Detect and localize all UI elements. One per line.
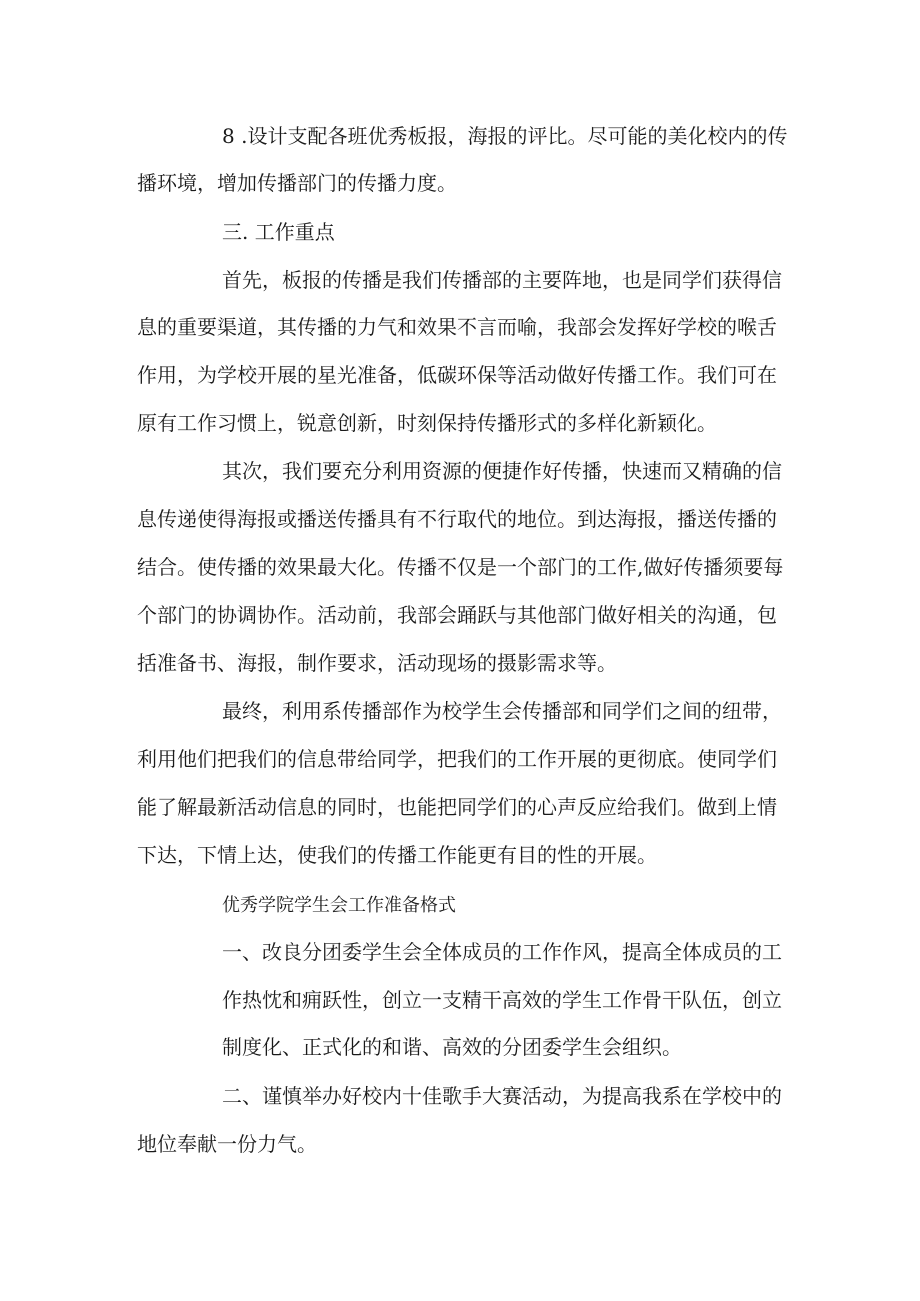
text-line: 二、谨慎举办好校内十佳歌手大赛活动，为提高我系在学校中的 (222, 1084, 782, 1108)
text-line: 作用，为学校开展的星光准备，低碳环保等活动做好传播工作。我们可在 (137, 363, 777, 387)
text-line: 括准备书、海报，制作要求，活动现场的摄影需求等。 (137, 651, 617, 675)
text-line: 最终，利用系传播部作为校学生会传播部和同学们之间的纽带， (222, 699, 782, 723)
text-line: 8 .设计支配各班优秀板报，海报的评比。尽可能的美化校内的传 (222, 124, 788, 148)
text-line: 其次，我们要充分利用资源的便捷作好传播，快速而又精确的信 (222, 459, 782, 483)
sub-heading: 优秀学院学生会工作准备格式 (222, 895, 456, 916)
text-line: 首先，板报的传播是我们传播部的主要阵地，也是同学们获得信 (222, 268, 782, 292)
text-line: 个部门的协调协作。活动前，我部会踊跃与其他部门做好相关的沟通，包 (137, 603, 777, 627)
text-line: 地位奉献一份力气。 (137, 1132, 317, 1156)
text-line: 原有工作习惯上，锐意创新，时刻保持传播形式的多样化新颖化。 (137, 411, 717, 435)
text-line: 息的重要渠道，其传播的力气和效果不言而喻，我部会发挥好学校的喉舌 (137, 315, 777, 339)
text-line: 能了解最新活动信息的同时，也能把同学们的心声反应给我们。做到上情 (137, 795, 777, 819)
text-line: 作热忱和痈跃性，创立一支精干高效的学生工作骨干队伍，创立 (222, 988, 782, 1012)
text-line: 利用他们把我们的信息带给同学，把我们的工作开展的更彻底。使同学们 (137, 747, 777, 771)
section-heading: 三. 工作重点 (222, 220, 335, 244)
text-line: 息传递使得海报或播送传播具有不行取代的地位。到达海报，播送传播的 (137, 507, 777, 531)
text-line: 制度化、正式化的和谐、高效的分团委学生会组织。 (222, 1035, 682, 1059)
text-line: 下达，下情上达，使我们的传播工作能更有目的性的开展。 (137, 843, 657, 867)
text-line: 一、改良分团委学生会全体成员的工作作风，提高全体成员的工 (222, 940, 782, 964)
text-line: 播环境，增加传播部门的传播力度。 (137, 171, 457, 195)
text-line: 结合。使传播的效果最大化。传播不仅是一个部门的工作,做好传播须要每 (137, 555, 784, 579)
